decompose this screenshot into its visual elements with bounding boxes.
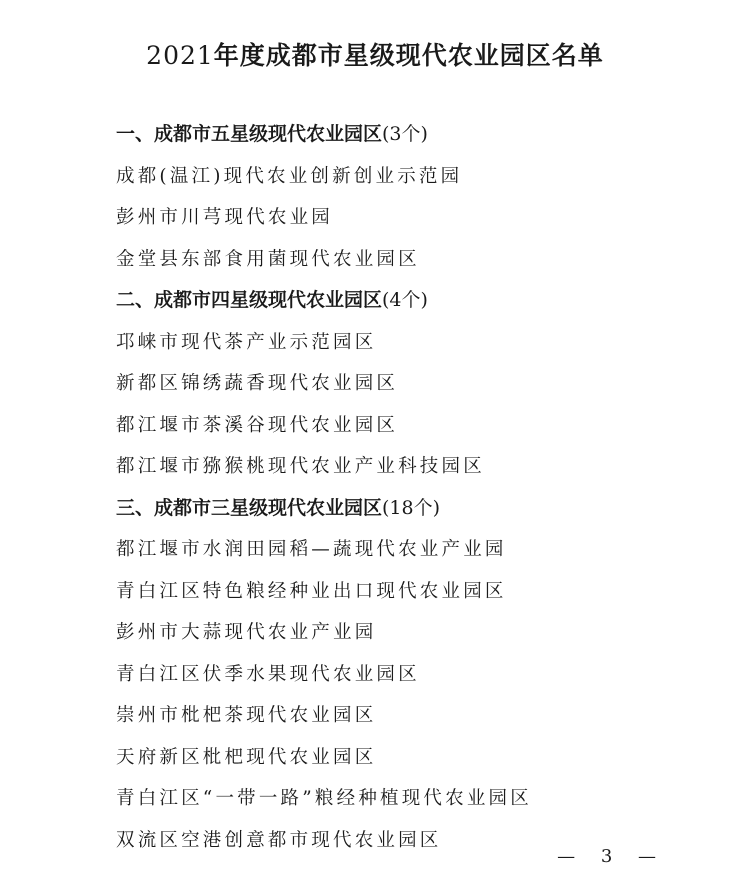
list-item: 青白江区“一带一路”粮经种植现代农业园区	[116, 788, 532, 809]
section-heading-text: 一、成都市五星级现代农业园区	[116, 123, 383, 145]
section-count: (18个)	[382, 496, 441, 519]
list-item: 青白江区伏季水果现代农业园区	[116, 663, 420, 685]
section-count: (3个)	[382, 123, 428, 145]
section-count: (4个)	[382, 289, 428, 311]
title-text: 年度成都市星级现代农业园区名单	[213, 41, 604, 70]
section-heading-text: 二、成都市四星级现代农业园区	[116, 289, 383, 311]
section-heading-five-star	[116, 114, 716, 156]
section-heading-text: 三、成都市三星级现代农业园区	[116, 496, 383, 519]
title-year: 2021	[146, 41, 214, 70]
section-heading-three-star	[116, 488, 716, 530]
list-item: 成都(温江)现代农业创新创业示范园	[116, 165, 463, 187]
list-item: 都江堰市猕猴桃现代农业产业科技园区	[116, 456, 485, 477]
list-item: 彭州市大蒜现代农业产业园	[116, 622, 377, 643]
list-item: 邛崃市现代茶产业示范园区	[116, 331, 377, 353]
list-item: 青白江区特色粮经种业出口现代农业园区	[116, 580, 507, 602]
list-item: 双流区空港创意都市现代农业园区	[116, 829, 442, 851]
document-body	[116, 114, 716, 861]
page-number: — 3 —	[557, 846, 666, 867]
list-item: 崇州市枇杷茶现代农业园区	[116, 705, 377, 726]
document-title	[0, 36, 750, 72]
list-item: 新都区锦绣蔬香现代农业园区	[116, 373, 399, 394]
section-heading-four-star	[116, 280, 716, 322]
list-item: 都江堰市茶溪谷现代农业园区	[116, 414, 399, 436]
list-item: 彭州市川芎现代农业园	[116, 207, 334, 228]
list-item: 天府新区枇杷现代农业园区	[116, 746, 377, 768]
list-item: 金堂县东部食用菌现代农业园区	[116, 248, 420, 270]
list-item: 都江堰市水润田园稻—蔬现代农业产业园	[116, 539, 507, 560]
